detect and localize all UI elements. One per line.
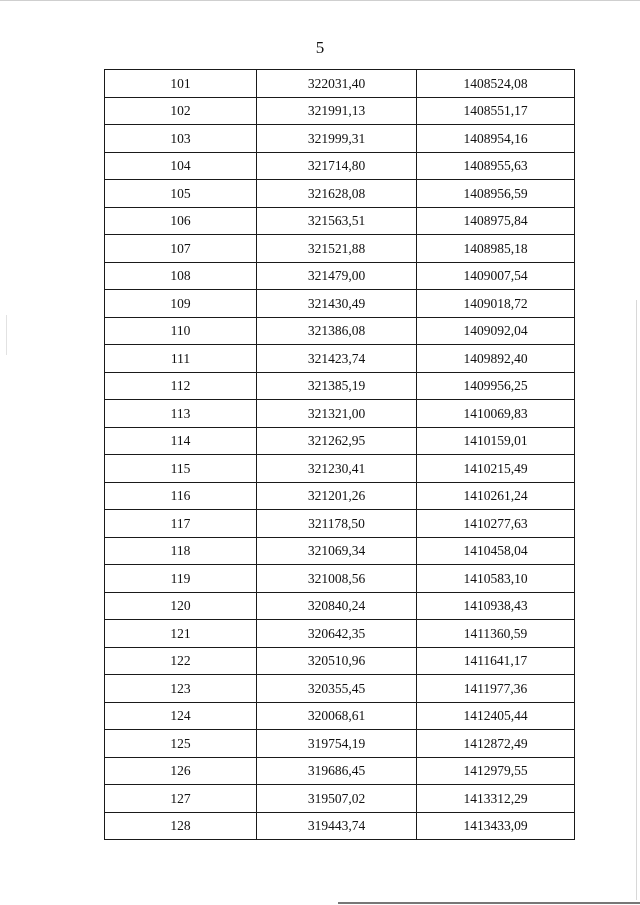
table-row bbox=[105, 455, 575, 483]
y-coordinate-cell: 1410215,49 bbox=[417, 455, 575, 483]
point-number-cell: 107 bbox=[105, 235, 257, 263]
table-row bbox=[105, 345, 575, 373]
point-number-cell: 127 bbox=[105, 785, 257, 813]
x-coordinate-cell: 319686,45 bbox=[257, 757, 417, 785]
scan-edge-bottom bbox=[338, 902, 640, 904]
x-coordinate-cell: 319443,74 bbox=[257, 812, 417, 840]
point-number-cell: 105 bbox=[105, 180, 257, 208]
table-row bbox=[105, 785, 575, 813]
point-number-cell: 125 bbox=[105, 730, 257, 758]
scan-edge-right bbox=[636, 300, 637, 900]
y-coordinate-cell: 1410458,04 bbox=[417, 537, 575, 565]
table-row bbox=[105, 510, 575, 538]
x-coordinate-cell: 320068,61 bbox=[257, 702, 417, 730]
coordinates-table bbox=[104, 69, 575, 840]
point-number-cell: 121 bbox=[105, 620, 257, 648]
y-coordinate-cell: 1408954,16 bbox=[417, 125, 575, 153]
y-coordinate-cell: 1410938,43 bbox=[417, 592, 575, 620]
point-number-cell: 118 bbox=[105, 537, 257, 565]
table-row bbox=[105, 400, 575, 428]
x-coordinate-cell: 321230,41 bbox=[257, 455, 417, 483]
y-coordinate-cell: 1413433,09 bbox=[417, 812, 575, 840]
x-coordinate-cell: 321999,31 bbox=[257, 125, 417, 153]
x-coordinate-cell: 321008,56 bbox=[257, 565, 417, 593]
y-coordinate-cell: 1408551,17 bbox=[417, 97, 575, 125]
point-number-cell: 123 bbox=[105, 675, 257, 703]
point-number-cell: 108 bbox=[105, 262, 257, 290]
table-row bbox=[105, 565, 575, 593]
x-coordinate-cell: 321521,88 bbox=[257, 235, 417, 263]
x-coordinate-cell: 321386,08 bbox=[257, 317, 417, 345]
y-coordinate-cell: 1409892,40 bbox=[417, 345, 575, 373]
point-number-cell: 111 bbox=[105, 345, 257, 373]
y-coordinate-cell: 1411977,36 bbox=[417, 675, 575, 703]
table-row bbox=[105, 592, 575, 620]
x-coordinate-cell: 321991,13 bbox=[257, 97, 417, 125]
table-row bbox=[105, 372, 575, 400]
y-coordinate-cell: 1408955,63 bbox=[417, 152, 575, 180]
x-coordinate-cell: 322031,40 bbox=[257, 70, 417, 98]
x-coordinate-cell: 321321,00 bbox=[257, 400, 417, 428]
table-row bbox=[105, 427, 575, 455]
x-coordinate-cell: 320355,45 bbox=[257, 675, 417, 703]
table-row bbox=[105, 757, 575, 785]
y-coordinate-cell: 1412872,49 bbox=[417, 730, 575, 758]
point-number-cell: 104 bbox=[105, 152, 257, 180]
y-coordinate-cell: 1408985,18 bbox=[417, 235, 575, 263]
y-coordinate-cell: 1411641,17 bbox=[417, 647, 575, 675]
point-number-cell: 117 bbox=[105, 510, 257, 538]
y-coordinate-cell: 1409018,72 bbox=[417, 290, 575, 318]
x-coordinate-cell: 319754,19 bbox=[257, 730, 417, 758]
table-row bbox=[105, 152, 575, 180]
point-number-cell: 102 bbox=[105, 97, 257, 125]
y-coordinate-cell: 1409007,54 bbox=[417, 262, 575, 290]
x-coordinate-cell: 321563,51 bbox=[257, 207, 417, 235]
y-coordinate-cell: 1409092,04 bbox=[417, 317, 575, 345]
table-row bbox=[105, 262, 575, 290]
table-row bbox=[105, 620, 575, 648]
y-coordinate-cell: 1409956,25 bbox=[417, 372, 575, 400]
scan-edge-top bbox=[0, 0, 640, 1]
y-coordinate-cell: 1411360,59 bbox=[417, 620, 575, 648]
table-row bbox=[105, 812, 575, 840]
x-coordinate-cell: 321201,26 bbox=[257, 482, 417, 510]
table-row bbox=[105, 97, 575, 125]
page-number: 5 bbox=[315, 38, 325, 57]
point-number-cell: 112 bbox=[105, 372, 257, 400]
x-coordinate-cell: 319507,02 bbox=[257, 785, 417, 813]
point-number-cell: 120 bbox=[105, 592, 257, 620]
y-coordinate-cell: 1410583,10 bbox=[417, 565, 575, 593]
x-coordinate-cell: 321069,34 bbox=[257, 537, 417, 565]
table-row bbox=[105, 675, 575, 703]
x-coordinate-cell: 321178,50 bbox=[257, 510, 417, 538]
x-coordinate-cell: 321628,08 bbox=[257, 180, 417, 208]
y-coordinate-cell: 1410159,01 bbox=[417, 427, 575, 455]
table-row bbox=[105, 702, 575, 730]
x-coordinate-cell: 321385,19 bbox=[257, 372, 417, 400]
point-number-cell: 113 bbox=[105, 400, 257, 428]
y-coordinate-cell: 1413312,29 bbox=[417, 785, 575, 813]
x-coordinate-cell: 321430,49 bbox=[257, 290, 417, 318]
y-coordinate-cell: 1412979,55 bbox=[417, 757, 575, 785]
x-coordinate-cell: 320642,35 bbox=[257, 620, 417, 648]
table-row bbox=[105, 125, 575, 153]
y-coordinate-cell: 1410261,24 bbox=[417, 482, 575, 510]
x-coordinate-cell: 320510,96 bbox=[257, 647, 417, 675]
table-row bbox=[105, 482, 575, 510]
table-row bbox=[105, 317, 575, 345]
point-number-cell: 126 bbox=[105, 757, 257, 785]
y-coordinate-cell: 1408524,08 bbox=[417, 70, 575, 98]
y-coordinate-cell: 1410069,83 bbox=[417, 400, 575, 428]
point-number-cell: 106 bbox=[105, 207, 257, 235]
point-number-cell: 124 bbox=[105, 702, 257, 730]
y-coordinate-cell: 1410277,63 bbox=[417, 510, 575, 538]
y-coordinate-cell: 1412405,44 bbox=[417, 702, 575, 730]
point-number-cell: 119 bbox=[105, 565, 257, 593]
point-number-cell: 103 bbox=[105, 125, 257, 153]
x-coordinate-cell: 321262,95 bbox=[257, 427, 417, 455]
table-row bbox=[105, 235, 575, 263]
y-coordinate-cell: 1408975,84 bbox=[417, 207, 575, 235]
table-row bbox=[105, 290, 575, 318]
table-row bbox=[105, 537, 575, 565]
point-number-cell: 110 bbox=[105, 317, 257, 345]
x-coordinate-cell: 321479,00 bbox=[257, 262, 417, 290]
coordinates-table-body bbox=[105, 70, 575, 840]
table-row bbox=[105, 207, 575, 235]
table-row bbox=[105, 730, 575, 758]
table-row bbox=[105, 70, 575, 98]
point-number-cell: 101 bbox=[105, 70, 257, 98]
point-number-cell: 116 bbox=[105, 482, 257, 510]
table-row bbox=[105, 647, 575, 675]
point-number-cell: 128 bbox=[105, 812, 257, 840]
x-coordinate-cell: 320840,24 bbox=[257, 592, 417, 620]
x-coordinate-cell: 321714,80 bbox=[257, 152, 417, 180]
x-coordinate-cell: 321423,74 bbox=[257, 345, 417, 373]
y-coordinate-cell: 1408956,59 bbox=[417, 180, 575, 208]
scan-mark-left bbox=[6, 315, 7, 355]
point-number-cell: 109 bbox=[105, 290, 257, 318]
point-number-cell: 115 bbox=[105, 455, 257, 483]
point-number-cell: 114 bbox=[105, 427, 257, 455]
table-row bbox=[105, 180, 575, 208]
point-number-cell: 122 bbox=[105, 647, 257, 675]
